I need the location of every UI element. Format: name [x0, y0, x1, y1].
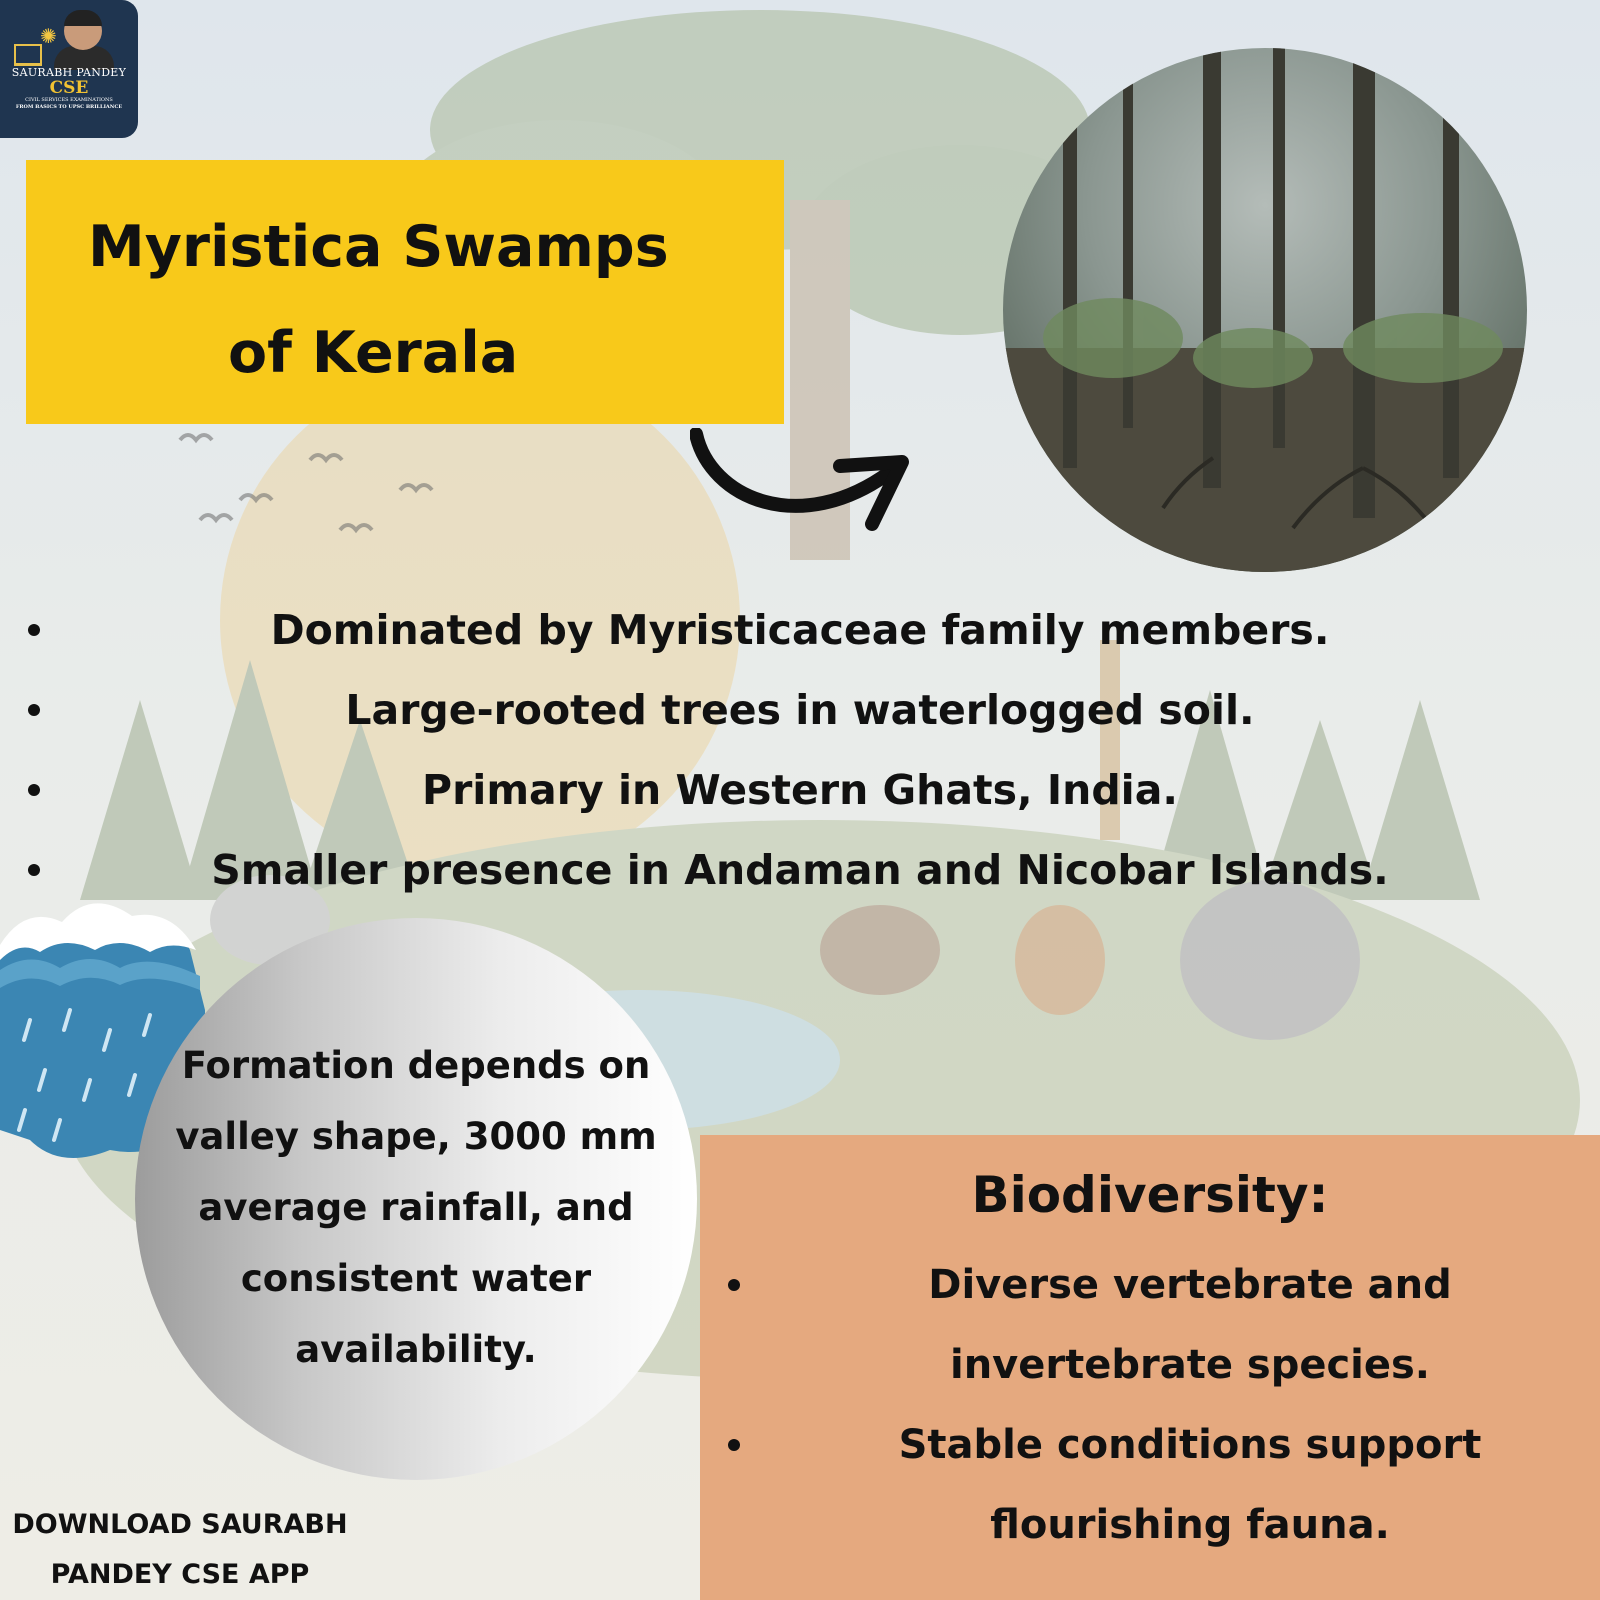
list-item	[0, 830, 1600, 910]
bird-icon	[400, 485, 432, 490]
list-item	[700, 1405, 1600, 1565]
bird-icon	[240, 495, 272, 500]
bullet-icon	[728, 1279, 740, 1291]
title-line-2: of Kerala	[228, 320, 519, 386]
brand-logo	[0, 0, 138, 138]
list-item	[0, 670, 1600, 750]
bullet-icon	[28, 864, 40, 876]
download-app-note: DOWNLOAD SAURABH PANDEY CSE APP	[12, 1509, 348, 1590]
bird-icon	[310, 455, 342, 460]
fact-text: Smaller presence in Andaman and Nicobar Islands.	[211, 846, 1389, 894]
arrow-icon	[690, 428, 920, 548]
bird-icon	[340, 525, 372, 530]
biodiversity-list	[700, 1245, 1600, 1565]
bullet-icon	[28, 704, 40, 716]
swamp-photo	[1003, 48, 1527, 572]
biodiversity-heading: Biodiversity:	[971, 1166, 1329, 1224]
fact-text: Dominated by Myristicaceae family members.	[270, 606, 1330, 654]
fact-text: Large-rooted trees in waterlogged soil.	[345, 686, 1255, 734]
facts-list	[0, 590, 1600, 910]
list-item	[0, 750, 1600, 830]
bullet-icon	[28, 784, 40, 796]
formation-text: Formation depends on valley shape, 3000 mm average rainfall, and consistent water availability.	[175, 1044, 657, 1371]
bullet-icon	[28, 624, 40, 636]
bulb-icon: ✺	[40, 24, 57, 48]
bullet-icon	[728, 1439, 740, 1451]
biodiversity-text: Diverse vertebrate and invertebrate species.	[928, 1262, 1452, 1388]
list-item	[700, 1245, 1600, 1405]
biodiversity-text: Stable conditions support flourishing fauna.	[898, 1422, 1482, 1548]
list-item	[0, 590, 1600, 670]
bird-icon	[200, 515, 232, 520]
birds	[170, 420, 490, 570]
title-line-1: Myristica Swamps	[88, 214, 669, 280]
logo-brand: CSE	[49, 78, 89, 98]
logo-subtitle: CIVIL SERVICES EXAMINATIONS	[25, 97, 113, 103]
books-icon	[14, 44, 42, 66]
logo-name: SAURABH PANDEY	[11, 66, 127, 79]
fact-text: Primary in Western Ghats, India.	[422, 766, 1178, 814]
logo-tagline: FROM BASICS TO UPSC BRILLIANCE	[15, 104, 123, 110]
bird-icon	[180, 435, 212, 440]
presenter-hair	[64, 10, 102, 26]
